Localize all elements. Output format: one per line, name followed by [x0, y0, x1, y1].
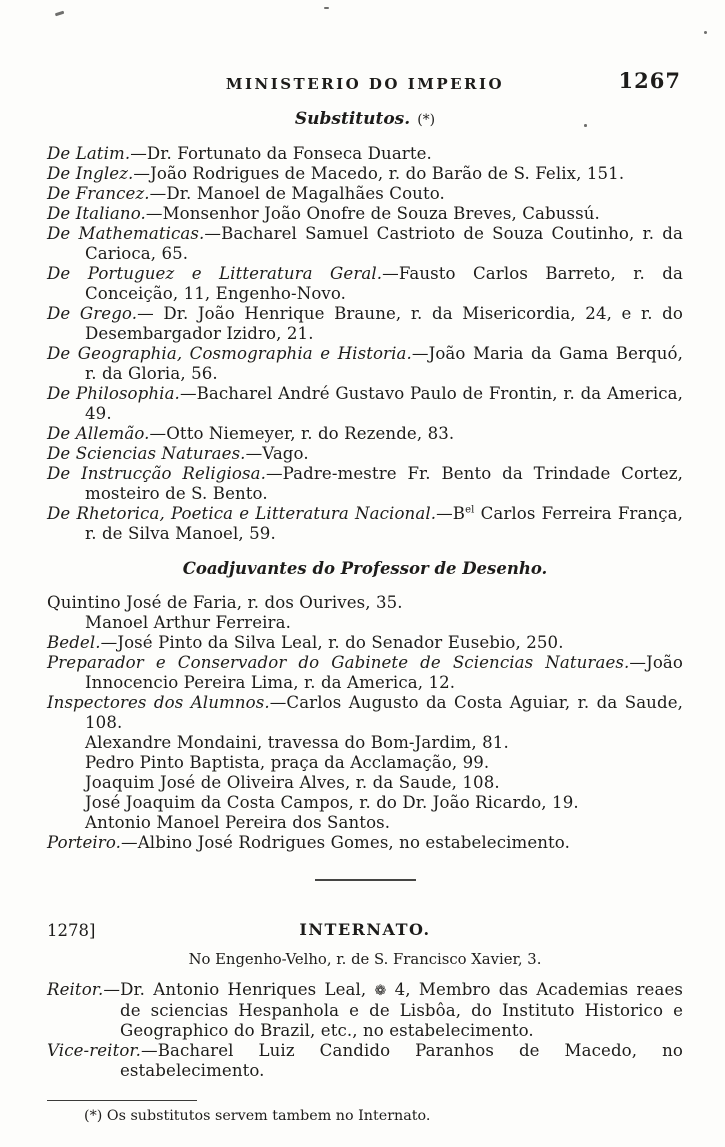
scan-artifact [324, 7, 329, 9]
entry-role-label: De Latim. [47, 144, 131, 163]
directory-entry: De Portuguez e Litteratura Geral.—Fausto Carlos Barreto, r. da Conceição, 11, Engenho-Novo. [47, 264, 683, 303]
entry-role-label: Vice-reitor. [47, 1041, 142, 1060]
directory-entry: Antonio Manoel Pereira dos Santos. [85, 813, 391, 832]
entry-role-label: Inspectores dos Alumnos. [47, 693, 270, 712]
page-header-title: MINISTERIO DO IMPERIO [225, 75, 505, 93]
directory-entry: De Latim.—Dr. Fortunato da Fonseca Duarte. [47, 144, 432, 163]
entry-role-label: De Rhetorica, Poetica e Litteratura Nacional. [47, 504, 437, 523]
directory-entry: Reitor.—Dr. Antonio Henriques Leal, ❁ 4, Membro das Academias reaes de sciencias Hespanhola e de Lisbôa, do Instituto Historico e Geographico do Brazil, etc., no estabelecimento. [47, 980, 683, 1040]
directory-entry: Preparador e Conservador do Gabinete de Sciencias Naturaes.—João Innocencio Pereira Lima, r. da America, 12. [47, 653, 683, 692]
directory-entry: De Italiano.—Monsenhor João Onofre de Souza Breves, Cabussú. [47, 204, 600, 223]
directory-entry: Porteiro.—Albino José Rodrigues Gomes, no estabelecimento. [47, 833, 570, 852]
internato-header-row [47, 920, 683, 939]
directory-entry: De Instrucção Religiosa.—Padre-mestre Fr. Bento da Trindade Cortez, mosteiro de S. Bento. [47, 464, 683, 503]
directory-entry: Quintino José de Faria, r. dos Ourives, 35. [47, 593, 403, 612]
directory-entry: Inspectores dos Alumnos.—Carlos Augusto da Costa Aguiar, r. da Saude, 108. [47, 693, 683, 732]
entry-role-label: De Italiano. [47, 204, 146, 223]
entry-role-label: De Portuguez e Litteratura Geral. [47, 264, 383, 283]
entry-role-label: De Philosophia. [47, 384, 180, 403]
superscript-abbreviation: el [465, 504, 475, 516]
internato-heading: INTERNATO. [299, 920, 431, 939]
entry-role-label: De Geographia, Cosmographia e Historia. [47, 344, 412, 363]
margin-reference-number: 1278] [47, 921, 96, 940]
scan-artifact [704, 31, 707, 34]
directory-entry: Pedro Pinto Baptista, praça da Acclamação, 99. [85, 753, 490, 772]
directory-entry: De Mathematicas.—Bacharel Samuel Castrioto de Souza Coutinho, r. da Carioca, 65. [47, 224, 683, 263]
entry-role-label: De Grego. [47, 304, 138, 323]
entry-role-label: De Mathematicas. [47, 224, 205, 243]
directory-entry: De Sciencias Naturaes.—Vago. [47, 444, 309, 463]
running-head [47, 68, 683, 96]
coadjuvantes-heading: Coadjuvantes do Professor de Desenho. [182, 559, 548, 578]
scan-artifact [55, 11, 64, 16]
footnote-marker: (*) [417, 112, 436, 128]
entry-role-label: Reitor. [47, 980, 104, 999]
directory-entry: José Joaquim da Costa Campos, r. do Dr. João Ricardo, 19. [85, 793, 579, 812]
directory-entry: De Inglez.—João Rodrigues de Macedo, r. do Barão de S. Felix, 151. [47, 164, 625, 183]
section-divider [315, 879, 416, 881]
footnote-text: (*) Os substitutos servem tambem no Internato. [84, 1108, 431, 1124]
directory-entry: De Allemão.—Otto Niemeyer, r. do Rezende, 83. [47, 424, 455, 443]
substitutos-list [47, 144, 683, 544]
entry-role-label: De Francez. [47, 184, 150, 203]
entry-role-label: Bedel. [47, 633, 101, 652]
medal-icon: ❁ [374, 983, 387, 999]
coadjuvantes-list [47, 593, 683, 853]
directory-entry: De Francez.—Dr. Manoel de Magalhães Couto. [47, 184, 445, 203]
entry-role-label: De Allemão. [47, 424, 150, 443]
entry-role-label: De Inglez. [47, 164, 134, 183]
entry-role-label: Preparador e Conservador do Gabinete de Sciencias Naturaes. [47, 653, 630, 672]
directory-entry: Vice-reitor.—Bacharel Luiz Candido Paranhos de Macedo, no estabelecimento. [47, 1041, 683, 1080]
entry-role-label: De Sciencias Naturaes. [47, 444, 246, 463]
substitutos-heading [47, 109, 683, 129]
directory-entry: Joaquim José de Oliveira Alves, r. da Saude, 108. [85, 773, 500, 792]
directory-entry: De Geographia, Cosmographia e Historia.—João Maria da Gama Berquó, r. da Gloria, 56. [47, 344, 683, 383]
directory-entry: De Grego.— Dr. João Henrique Braune, r. da Misericordia, 24, e r. do Desembargador Izidro, 21. [47, 304, 683, 343]
directory-entry: Manoel Arthur Ferreira. [85, 613, 291, 632]
footnote-rule [47, 1100, 197, 1101]
directory-entry: De Rhetorica, Poetica e Litteratura $Nacional.—B^{el}$ Carlos Ferreira França, r. de Silva Manoel, 59. [47, 504, 684, 543]
directory-entry: Bedel.—José Pinto da Silva Leal, r. do Senador Eusebio, 250. [47, 633, 564, 652]
page-number: 1267 [618, 68, 681, 93]
internato-address: No Engenho-Velho, r. de S. Francisco Xavier, 3. [188, 951, 542, 968]
internato-list [47, 980, 683, 1081]
directory-entry: Alexandre Mondaini, travessa do Bom-Jardim, 81. [85, 733, 509, 752]
directory-entry: De Philosophia.—Bacharel André Gustavo Paulo de Frontin, r. da America, 49. [47, 384, 683, 423]
substitutos-heading-text: Substitutos. [294, 109, 411, 129]
entry-role-label: De Instrucção Religiosa. [47, 464, 266, 483]
entry-role-label: Porteiro. [47, 833, 122, 852]
scan-artifact [584, 124, 587, 127]
